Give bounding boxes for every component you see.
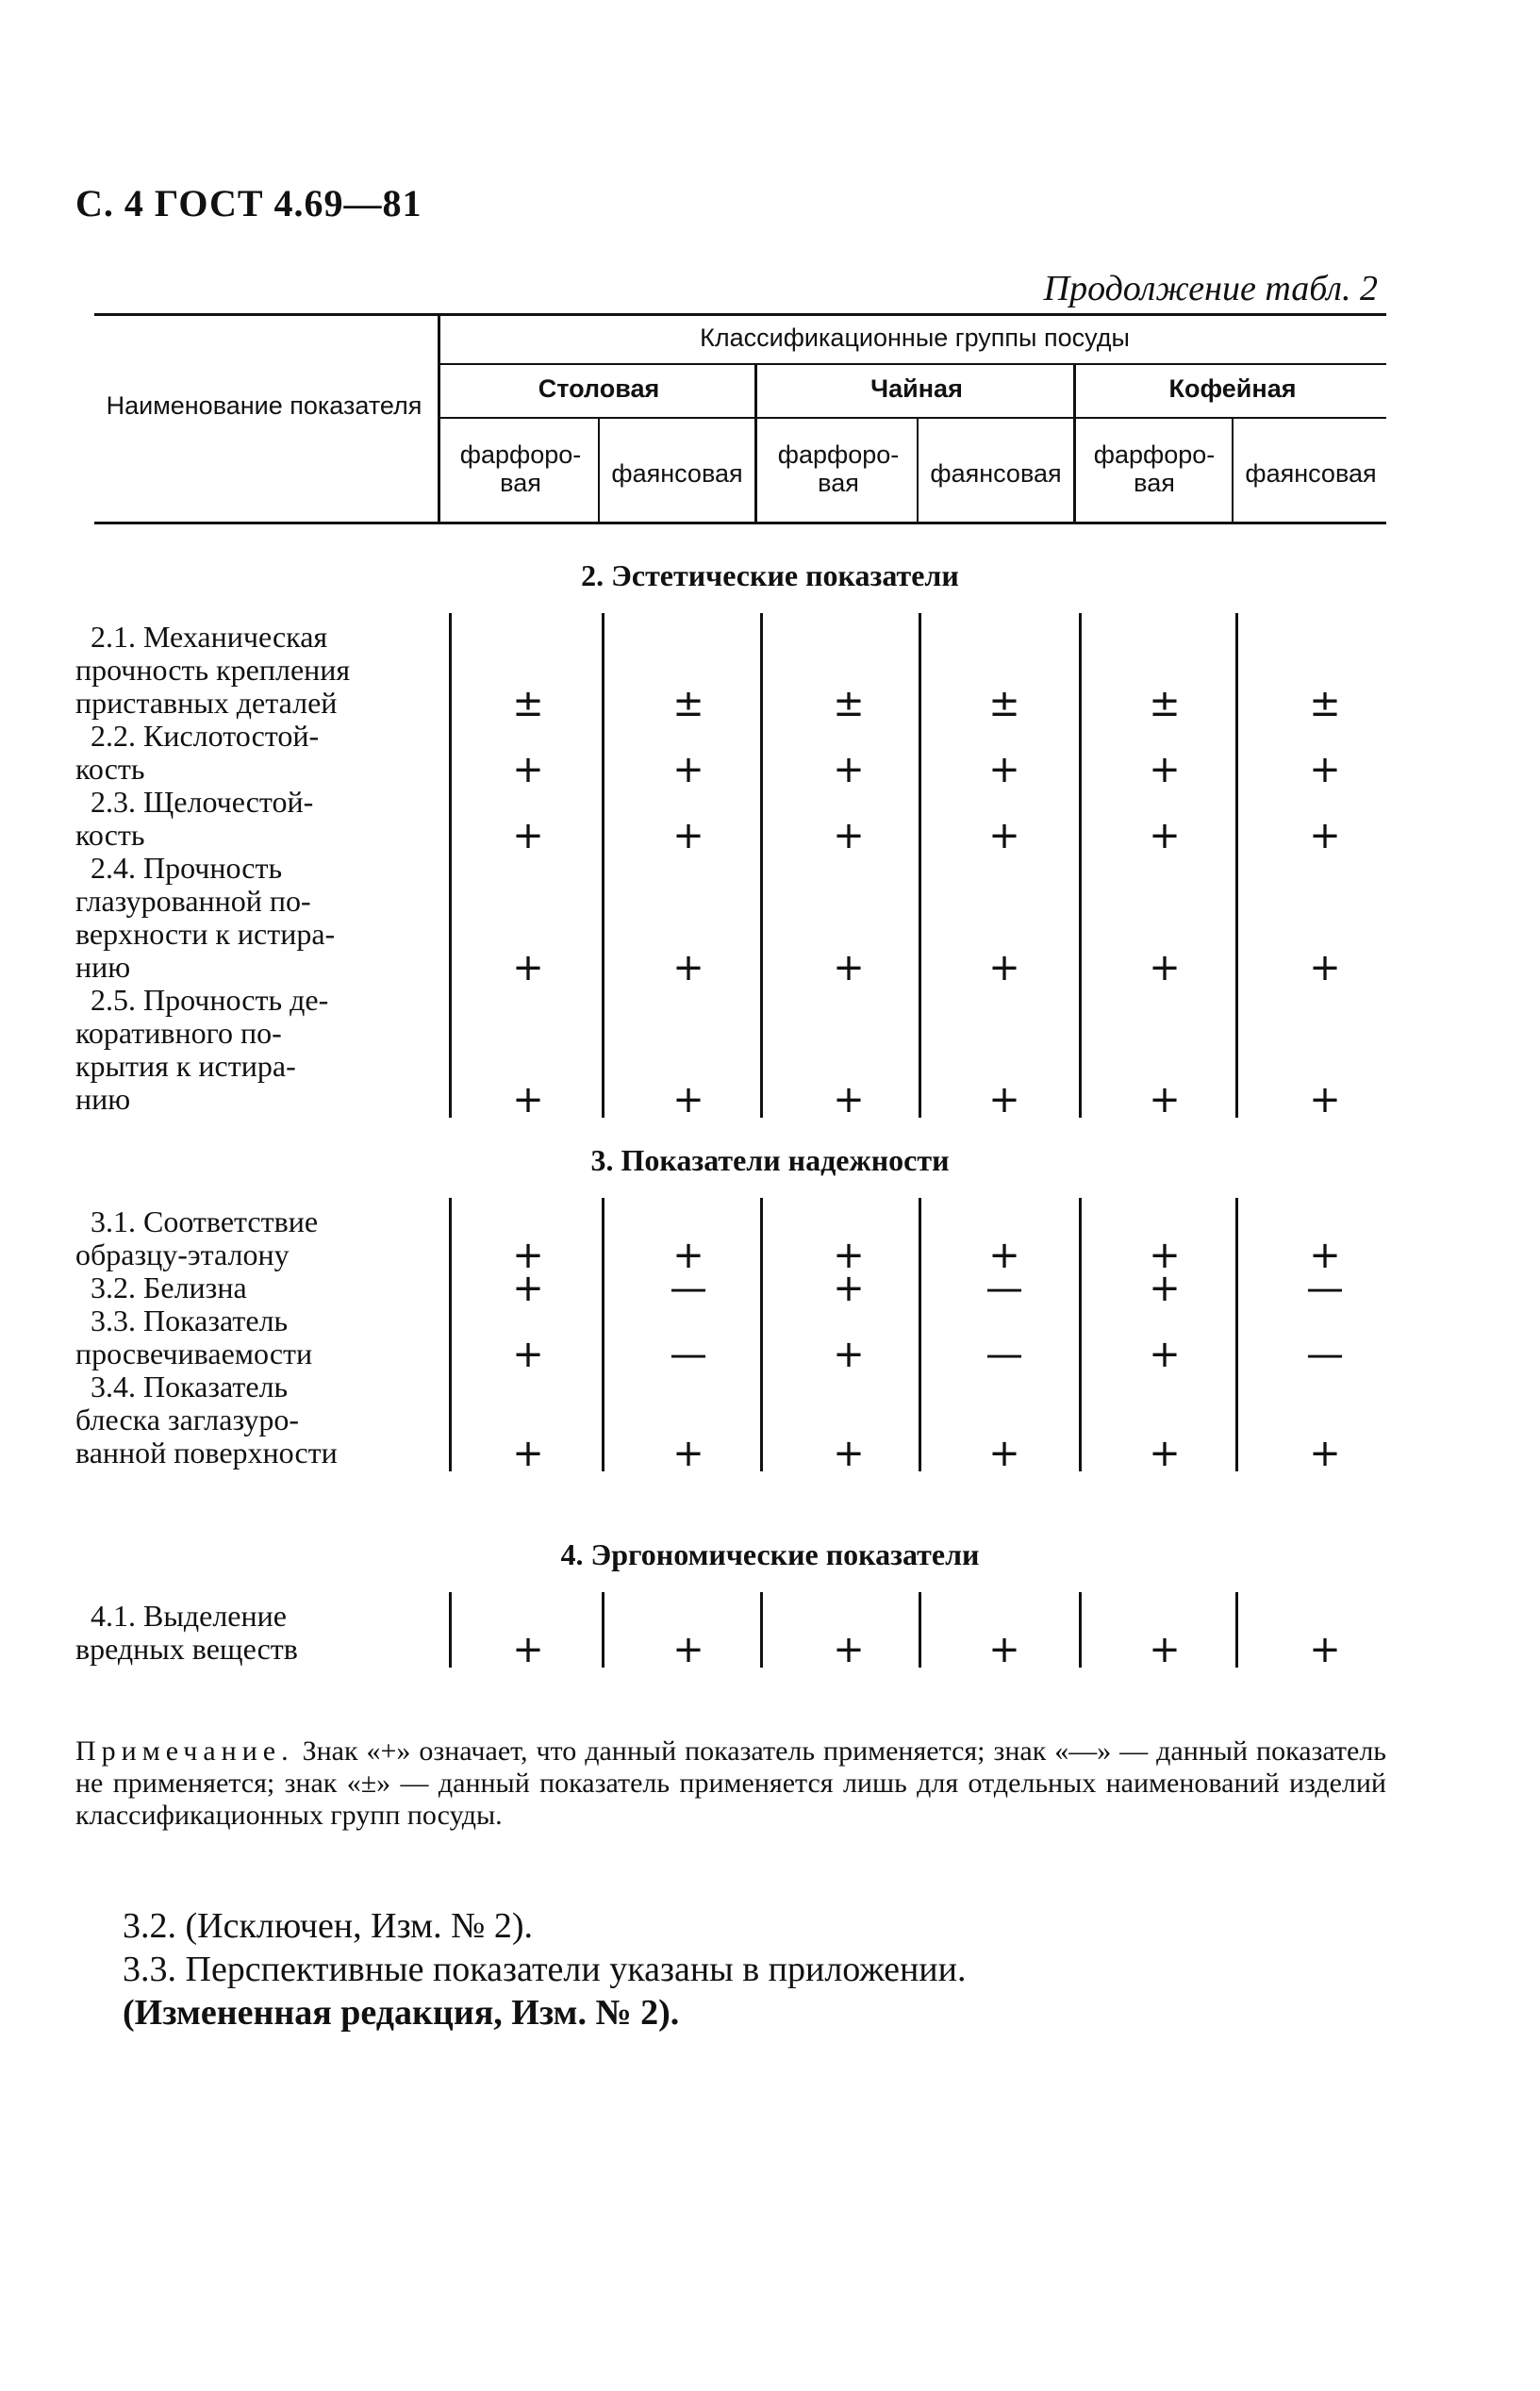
- header-sub-faience: фаянсовая: [930, 459, 1062, 488]
- table-cell-mark: +: [1309, 814, 1341, 857]
- table-cell-mark: +: [833, 748, 865, 791]
- header-sub-faience: фаянсовая: [611, 459, 743, 488]
- table-cell-mark: +: [1309, 1432, 1341, 1475]
- table-cell-mark: +: [833, 946, 865, 989]
- row-label: 2.2. Кислотостой- кость: [75, 719, 320, 786]
- table-cell-mark: +: [1149, 1333, 1181, 1376]
- table-top-rule: [94, 313, 1386, 316]
- table-cell-mark: +: [833, 1267, 865, 1310]
- table-cell-mark: +: [512, 1628, 544, 1671]
- row-label: 4.1. Выделение вредных веществ: [75, 1599, 298, 1666]
- row-label: 3.2. Белизна: [75, 1270, 247, 1304]
- table-cell-mark: +: [988, 1432, 1020, 1475]
- table-cell-mark: ±: [672, 682, 704, 725]
- table-cell-mark: +: [1149, 814, 1181, 857]
- footer-line-excluded: 3.2. (Исключен, Изм. № 2).: [123, 1906, 534, 1946]
- header-sub-porcelain: фарфоро- вая: [1093, 440, 1216, 497]
- table-cell-mark: +: [988, 1234, 1020, 1277]
- header-sub-porcelain: фарфоро- вая: [777, 440, 900, 497]
- section-title: 4. Эргономические показатели: [560, 1537, 980, 1571]
- row-label: 3.1. Соответствие образцу-эталону: [75, 1204, 319, 1271]
- table-cell-mark: +: [512, 1078, 544, 1121]
- table-cell-mark: +: [988, 748, 1020, 791]
- table-cell-mark: ±: [1149, 682, 1181, 725]
- table-cell-mark: +: [988, 814, 1020, 857]
- table-cell-mark: +: [672, 1432, 704, 1475]
- table-cell-mark: +: [672, 748, 704, 791]
- table-cell-mark: +: [988, 946, 1020, 989]
- header-category-chaynaya: Чайная: [870, 374, 963, 403]
- row-label: 2.5. Прочность де- коративного по- крытия к истира- нию: [75, 983, 329, 1116]
- table-cell-mark: +: [1309, 748, 1341, 791]
- table-cell-mark: —: [1306, 1267, 1344, 1310]
- footer-line-prospective: 3.3. Перспективные показатели указаны в приложении.: [123, 1950, 967, 1989]
- column-divider: [760, 1198, 763, 1471]
- column-divider: [1235, 1592, 1238, 1668]
- row-label: 3.3. Показатель просвечиваемости: [75, 1303, 313, 1370]
- header-divider-cat-2: [1073, 365, 1076, 522]
- row-label: 2.3. Щелочестой- кость: [75, 785, 314, 852]
- column-divider: [919, 613, 921, 1118]
- table-cell-mark: +: [1149, 1628, 1181, 1671]
- header-sub-porcelain: фарфоро- вая: [459, 440, 582, 497]
- table-cell-mark: +: [833, 1432, 865, 1475]
- table-cell-mark: +: [672, 1628, 704, 1671]
- table-cell-mark: —: [1306, 1333, 1344, 1376]
- table-cell-mark: ±: [988, 682, 1020, 725]
- table-cell-mark: +: [1149, 946, 1181, 989]
- table-cell-mark: +: [512, 814, 544, 857]
- column-divider: [602, 613, 604, 1118]
- category-rule: [439, 417, 1386, 419]
- column-divider: [602, 1592, 604, 1668]
- table-cell-mark: +: [672, 814, 704, 857]
- table-cell-mark: +: [1149, 1234, 1181, 1277]
- table-cell-mark: —: [985, 1267, 1023, 1310]
- group-rule: [439, 363, 1386, 365]
- table-cell-mark: +: [512, 748, 544, 791]
- header-sub-faience: фаянсовая: [1245, 459, 1377, 488]
- table-cell-mark: +: [1309, 1078, 1341, 1121]
- table-cell-mark: +: [833, 1078, 865, 1121]
- table-cell-mark: +: [1309, 946, 1341, 989]
- column-divider: [760, 613, 763, 1118]
- header-divider-cat-1: [754, 365, 757, 522]
- section-title: 3. Показатели надежности: [590, 1143, 950, 1177]
- table-cell-mark: +: [512, 1432, 544, 1475]
- table-cell-mark: +: [512, 946, 544, 989]
- footer-line-amended: (Измененная редакция, Изм. № 2).: [123, 1993, 680, 2033]
- table-cell-mark: +: [672, 1078, 704, 1121]
- header-group: Классификационные группы посуды: [700, 324, 1130, 352]
- table-cell-mark: +: [512, 1333, 544, 1376]
- table-cell-mark: +: [833, 814, 865, 857]
- column-divider: [760, 1592, 763, 1668]
- column-divider: [1079, 613, 1082, 1118]
- column-divider: [919, 1592, 921, 1668]
- table-cell-mark: —: [670, 1333, 707, 1376]
- table-cell-mark: ±: [833, 682, 865, 725]
- section-title: 2. Эстетические показатели: [581, 558, 959, 592]
- column-divider: [919, 1198, 921, 1471]
- table-cell-mark: +: [833, 1234, 865, 1277]
- table-cell-mark: +: [988, 1628, 1020, 1671]
- header-category-kofeynaya: Кофейная: [1168, 374, 1297, 403]
- column-divider: [1079, 1198, 1082, 1471]
- column-divider: [1079, 1592, 1082, 1668]
- table-cell-mark: +: [672, 1234, 704, 1277]
- table-cell-mark: +: [672, 946, 704, 989]
- table-header-bottom-rule: [94, 522, 1386, 524]
- row-label: 2.4. Прочность глазурованной по- верхности к истира- нию: [75, 851, 336, 984]
- table-cell-mark: +: [512, 1234, 544, 1277]
- table-cell-mark: —: [670, 1267, 707, 1310]
- table-cell-mark: +: [1149, 1267, 1181, 1310]
- header-divider-sub-1: [598, 419, 600, 522]
- table-cell-mark: +: [1149, 1432, 1181, 1475]
- column-divider: [1235, 1198, 1238, 1471]
- table-cell-mark: +: [1149, 1078, 1181, 1121]
- note-text: Знак «+» означает, что данный показатель применяется; знак «—» — данный показатель не применяется; знак «±» — данный показатель применяется лишь для отдельных наименований изделий классификационных групп посуды.: [75, 1735, 1386, 1831]
- table-cell-mark: +: [988, 1078, 1020, 1121]
- page-header: С. 4 ГОСТ 4.69—81: [75, 182, 422, 224]
- table-cell-mark: ±: [1309, 682, 1341, 725]
- column-divider: [1235, 613, 1238, 1118]
- table-cell-mark: +: [833, 1333, 865, 1376]
- row-label: 3.4. Показатель блеска заглазуро- ванной поверхности: [75, 1370, 338, 1469]
- table-cell-mark: +: [1149, 748, 1181, 791]
- column-divider: [602, 1198, 604, 1471]
- column-divider: [449, 1592, 452, 1668]
- table-continuation-label: Продолжение табл. 2: [1043, 269, 1378, 308]
- table-cell-mark: +: [512, 1267, 544, 1310]
- column-divider: [449, 1198, 452, 1471]
- table-cell-mark: —: [985, 1333, 1023, 1376]
- row-label: 2.1. Механическая прочность крепления приставных деталей: [75, 620, 351, 720]
- table-cell-mark: +: [1309, 1234, 1341, 1277]
- header-divider-sub-2: [917, 419, 919, 522]
- column-divider: [449, 613, 452, 1118]
- header-divider-sub-3: [1232, 419, 1234, 522]
- table-cell-mark: +: [1309, 1628, 1341, 1671]
- note-lead: Примечание.: [75, 1735, 294, 1767]
- header-indicator: Наименование показателя: [106, 391, 422, 420]
- table-cell-mark: +: [833, 1628, 865, 1671]
- table-note: [75, 1735, 1386, 1832]
- table-cell-mark: ±: [512, 682, 544, 725]
- header-divider-main: [438, 315, 440, 522]
- header-category-stolovaya: Столовая: [538, 374, 660, 403]
